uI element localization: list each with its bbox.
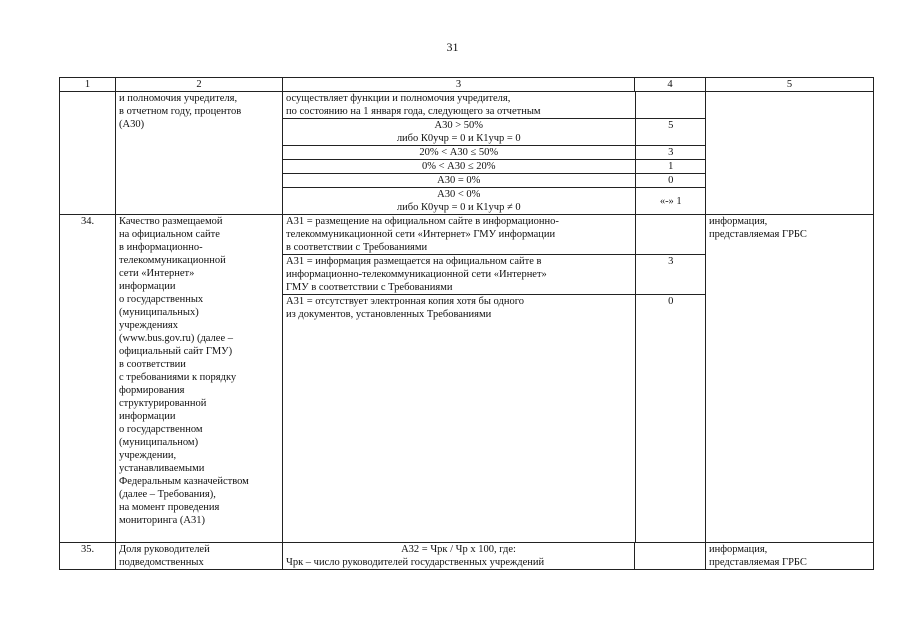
text-line: в соответствии с Требованиями xyxy=(286,242,428,253)
text-line: информация, xyxy=(709,216,768,227)
text-line: из документов, установленных Требованиями xyxy=(286,309,492,320)
text-line: информация, xyxy=(709,544,768,555)
condition-text: 0% < А30 ≤ 20% xyxy=(283,160,635,174)
header-cell: 1 xyxy=(60,78,116,92)
conditions-cell xyxy=(283,543,635,570)
condition-row xyxy=(283,119,706,146)
text-line: представляемая ГРБС xyxy=(709,557,807,568)
text-line: (муниципальном) xyxy=(119,437,199,448)
condition-row xyxy=(283,92,706,119)
text-line: А30 < 0% xyxy=(437,189,481,200)
score-cell: 3 xyxy=(635,146,706,160)
indicator-name-cell xyxy=(116,215,283,543)
condition-row xyxy=(283,295,706,543)
text-line: формирования xyxy=(119,385,185,396)
text-line: о государственном xyxy=(119,424,203,435)
conditions-subtable xyxy=(283,215,706,542)
score-cell xyxy=(635,92,706,119)
text-line: сети «Интернет» xyxy=(119,268,195,279)
text-line: телекоммуникационной сети «Интернет» ГМУ информации xyxy=(286,229,556,240)
condition-row xyxy=(283,188,706,215)
score-cell: 0 xyxy=(635,174,706,188)
text-line: структурированной xyxy=(119,398,207,409)
score-cell xyxy=(635,543,706,570)
condition-row xyxy=(283,160,706,174)
text-line: А31 = отсутствует электронная копия хотя бы одного xyxy=(286,296,525,307)
condition-text xyxy=(283,119,635,146)
text-line: устанавливаемыми xyxy=(119,463,205,474)
score-cell: 1 xyxy=(635,160,706,174)
text-line: телекоммуникационной xyxy=(119,255,226,266)
header-cell: 5 xyxy=(706,78,874,92)
page-number: 31 xyxy=(446,40,459,54)
text-line: с требованиями к порядку xyxy=(119,372,237,383)
text-line: официальный сайт ГМУ) xyxy=(119,346,233,357)
condition-row xyxy=(283,146,706,160)
score-cell: 5 xyxy=(635,119,706,146)
text-line: либо К0учр = 0 и К1учр = 0 xyxy=(396,133,521,144)
text-line: А30 > 50% xyxy=(434,120,483,131)
condition-text xyxy=(283,255,635,295)
text-line: Чрк – число руководителей государственных учреждений xyxy=(286,557,545,568)
text-line: (А30) xyxy=(119,119,145,130)
text-line: и полномочия учредителя, xyxy=(119,93,238,104)
text-line: ГМУ в соответствии с Требованиями xyxy=(286,282,453,293)
condition-text xyxy=(283,295,635,543)
header-cell: 2 xyxy=(116,78,283,92)
text-line: (муниципальных) xyxy=(119,307,199,318)
indicator-name-cell xyxy=(116,92,283,215)
text-line: подведомственных xyxy=(119,557,204,568)
table-row xyxy=(60,92,874,215)
text-line: Федеральным казначейством xyxy=(119,476,249,487)
text-line: представляемая ГРБС xyxy=(709,229,807,240)
text-line: осуществляет функции и полномочия учредителя, xyxy=(286,93,511,104)
text-line: А31 = размещение на официальном сайте в информационно- xyxy=(286,216,559,227)
score-cell: «-» 1 xyxy=(659,195,682,207)
text-line: в информационно- xyxy=(119,242,203,253)
condition-row xyxy=(283,215,706,255)
conditions-subtable xyxy=(283,92,706,214)
condition-text: А30 = 0% xyxy=(283,174,635,188)
row-number-cell: 34. xyxy=(60,215,116,543)
condition-text xyxy=(283,188,635,215)
condition-text: 20% < А30 ≤ 50% xyxy=(283,146,635,160)
score-cell xyxy=(635,215,706,255)
text-line: А31 = информация размещается на официальном сайте в xyxy=(286,256,542,267)
condition-text xyxy=(283,215,635,255)
table-row xyxy=(60,215,874,543)
source-cell xyxy=(706,543,874,570)
text-line: в отчетном году, процентов xyxy=(119,106,242,117)
text-line: на момент проведения xyxy=(119,502,220,513)
row-number-cell xyxy=(60,92,116,215)
table-row xyxy=(60,543,874,570)
text-line: мониторинга (А31) xyxy=(119,515,205,526)
row-number-cell: 35. xyxy=(60,543,116,570)
text-line: информационно-телекоммуникационной сети «Интернет» xyxy=(286,269,547,280)
condition-row xyxy=(283,174,706,188)
text-line: о государственных xyxy=(119,294,204,305)
score-cell: 3 xyxy=(635,255,706,295)
condition-intro xyxy=(283,92,635,119)
text-line: на официальном сайте xyxy=(119,229,220,240)
text-line: Качество размещаемой xyxy=(119,216,223,227)
text-line: по состоянию на 1 января года, следующего за отчетным xyxy=(286,106,541,117)
text-line: (далее – Требования), xyxy=(119,489,216,500)
score-cell: 0 xyxy=(668,296,674,307)
text-line: учреждении, xyxy=(119,450,177,461)
text-line: учреждениях xyxy=(119,320,179,331)
header-cell: 4 xyxy=(635,78,706,92)
text-line: информации xyxy=(119,281,176,292)
table-header-row xyxy=(60,78,874,92)
criteria-table xyxy=(59,77,874,570)
condition-row xyxy=(283,255,706,295)
text-line: информации xyxy=(119,411,176,422)
text-line: (www.bus.gov.ru) (далее – xyxy=(119,333,233,344)
text-line: Доля руководителей xyxy=(119,544,210,555)
text-line: в соответствии xyxy=(119,359,186,370)
header-cell: 3 xyxy=(283,78,635,92)
source-cell xyxy=(706,215,874,543)
text-line: либо К0учр = 0 и К1учр ≠ 0 xyxy=(396,202,521,213)
formula-line: А32 = Чрк / Чр х 100, где: xyxy=(401,544,516,555)
conditions-cell xyxy=(283,215,706,543)
indicator-name-cell xyxy=(116,543,283,570)
conditions-cell xyxy=(283,92,706,215)
source-cell xyxy=(706,92,874,215)
